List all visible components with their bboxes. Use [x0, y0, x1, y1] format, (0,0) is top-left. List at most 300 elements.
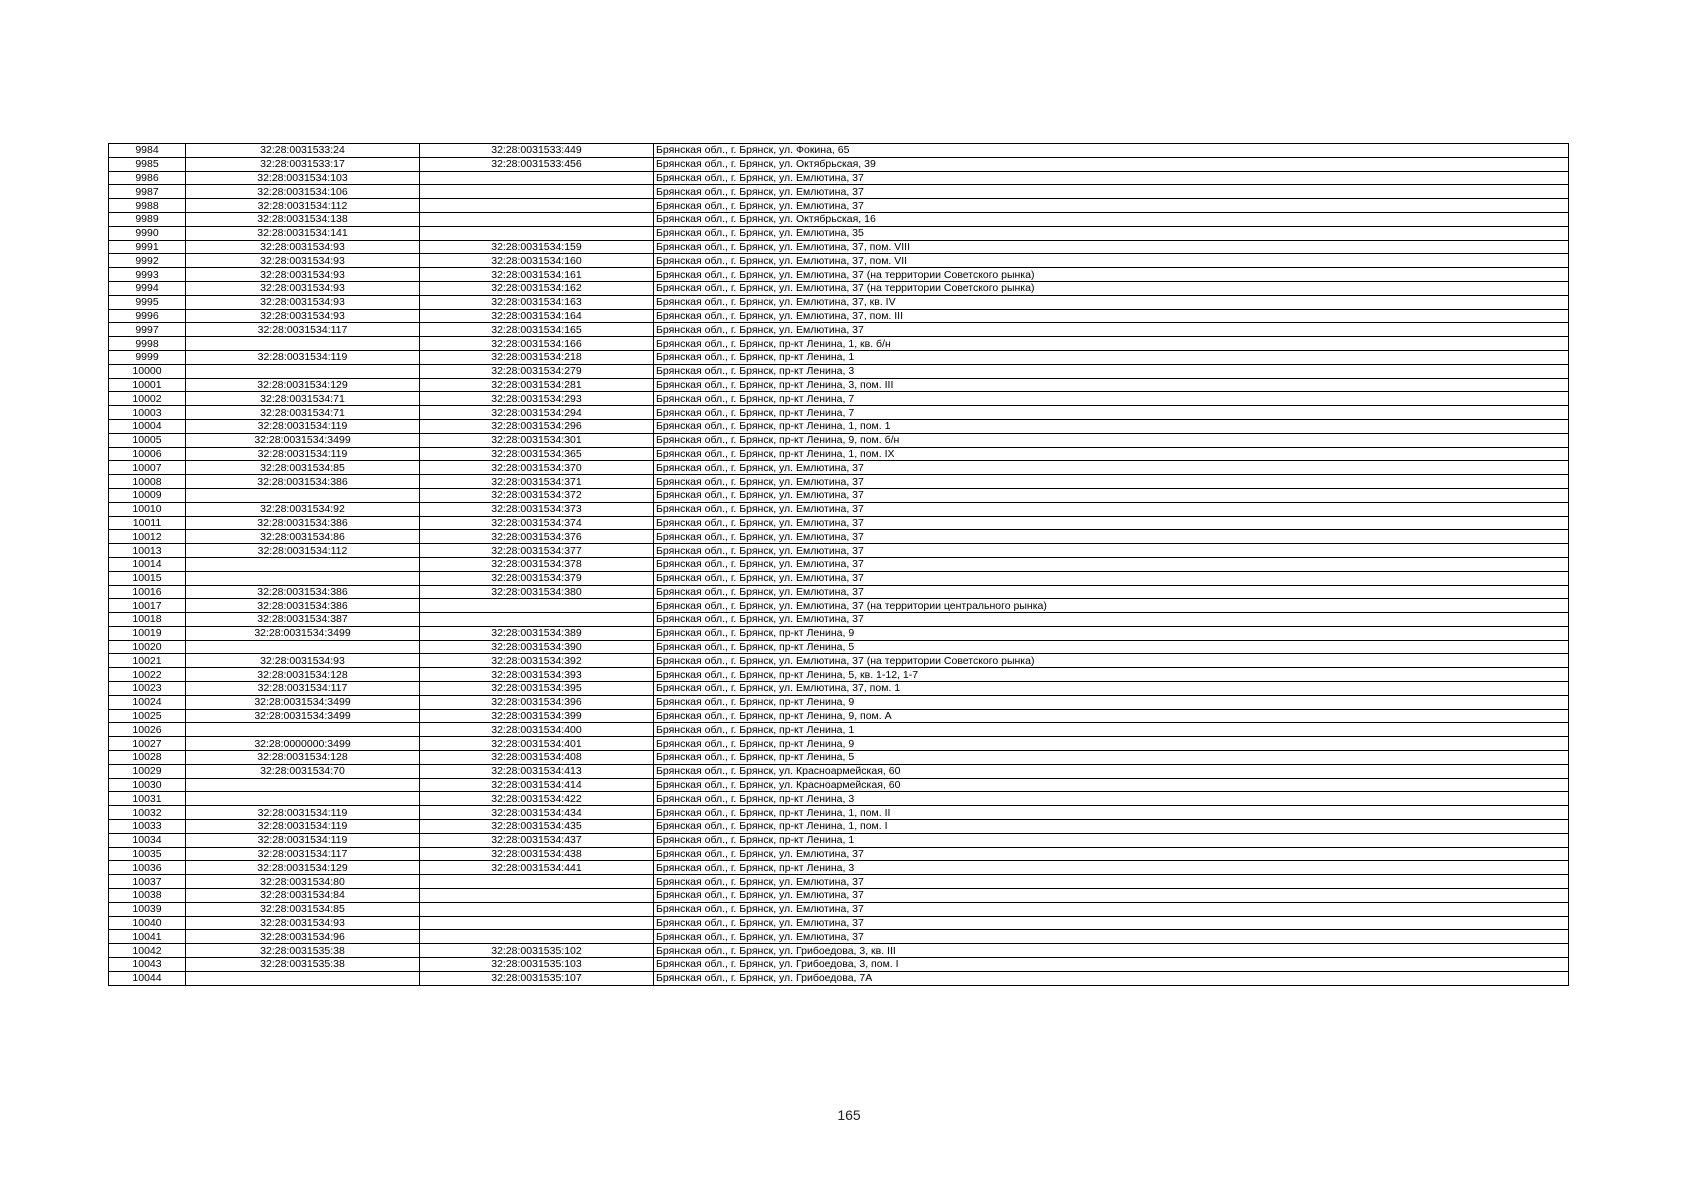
address-cell: Брянская обл., г. Брянск, ул. Емлютина, 37: [654, 847, 1569, 861]
address-cell: Брянская обл., г. Брянск, ул. Красноармейская, 60: [654, 778, 1569, 792]
address-cell: Брянская обл., г. Брянск, пр-кт Ленина, 3, пом. III: [654, 378, 1569, 392]
parent-cadastral-cell: 32:28:0031534:119: [186, 350, 420, 364]
table-row: [109, 806, 1569, 820]
cadastral-number-cell: 32:28:0031534:294: [420, 406, 654, 420]
row-number-cell: 9994: [109, 281, 186, 295]
table-row: [109, 751, 1569, 765]
row-number-cell: 10003: [109, 406, 186, 420]
row-number-cell: 9990: [109, 226, 186, 240]
table-row: [109, 723, 1569, 737]
table-row: [109, 516, 1569, 530]
parent-cadastral-cell: 32:28:0031534:85: [186, 902, 420, 916]
parent-cadastral-cell: 32:28:0031534:93: [186, 281, 420, 295]
cadastral-number-cell: 32:28:0031534:159: [420, 240, 654, 254]
parent-cadastral-cell: 32:28:0031534:119: [186, 419, 420, 433]
cadastral-number-cell: [420, 599, 654, 613]
address-cell: Брянская обл., г. Брянск, ул. Емлютина, 37: [654, 889, 1569, 903]
parent-cadastral-cell: 32:28:0031534:112: [186, 544, 420, 558]
row-number-cell: 10036: [109, 861, 186, 875]
table-row: [109, 585, 1569, 599]
table-row: [109, 599, 1569, 613]
row-number-cell: 10038: [109, 889, 186, 903]
cadastral-number-cell: 32:28:0031534:400: [420, 723, 654, 737]
address-cell: Брянская обл., г. Брянск, ул. Емлютина, 37: [654, 516, 1569, 530]
parent-cadastral-cell: 32:28:0031534:71: [186, 406, 420, 420]
parent-cadastral-cell: 32:28:0031534:3499: [186, 626, 420, 640]
row-number-cell: 10015: [109, 571, 186, 585]
row-number-cell: 9998: [109, 337, 186, 351]
row-number-cell: 9995: [109, 295, 186, 309]
address-cell: Брянская обл., г. Брянск, ул. Емлютина, 37: [654, 571, 1569, 585]
cadastral-number-cell: 32:28:0031534:376: [420, 530, 654, 544]
parent-cadastral-cell: 32:28:0031534:129: [186, 861, 420, 875]
table-row: [109, 695, 1569, 709]
parent-cadastral-cell: [186, 337, 420, 351]
cadastral-number-cell: 32:28:0031534:441: [420, 861, 654, 875]
row-number-cell: 10019: [109, 626, 186, 640]
table-row: [109, 323, 1569, 337]
table-row: [109, 406, 1569, 420]
row-number-cell: 9987: [109, 185, 186, 199]
row-number-cell: 9999: [109, 350, 186, 364]
table-row: [109, 709, 1569, 723]
table-row: [109, 820, 1569, 834]
cadastral-number-cell: 32:28:0031534:281: [420, 378, 654, 392]
table-row: [109, 419, 1569, 433]
cadastral-number-cell: 32:28:0031533:449: [420, 144, 654, 158]
parent-cadastral-cell: 32:28:0031534:3499: [186, 709, 420, 723]
parent-cadastral-cell: 32:28:0031534:386: [186, 516, 420, 530]
cadastral-number-cell: 32:28:0031534:408: [420, 751, 654, 765]
row-number-cell: 10041: [109, 930, 186, 944]
parent-cadastral-cell: 32:28:0031534:71: [186, 392, 420, 406]
parent-cadastral-cell: 32:28:0031534:119: [186, 820, 420, 834]
table-row: [109, 185, 1569, 199]
table-row: [109, 281, 1569, 295]
row-number-cell: 10025: [109, 709, 186, 723]
cadastral-number-cell: 32:28:0031534:163: [420, 295, 654, 309]
cadastral-number-cell: [420, 930, 654, 944]
address-cell: Брянская обл., г. Брянск, ул. Емлютина, 37: [654, 530, 1569, 544]
row-number-cell: 9989: [109, 212, 186, 226]
row-number-cell: 10006: [109, 447, 186, 461]
table-row: [109, 571, 1569, 585]
address-cell: Брянская обл., г. Брянск, ул. Емлютина, 35: [654, 226, 1569, 240]
row-number-cell: 10012: [109, 530, 186, 544]
parent-cadastral-cell: 32:28:0031534:86: [186, 530, 420, 544]
table-row: [109, 268, 1569, 282]
parent-cadastral-cell: 32:28:0031534:117: [186, 847, 420, 861]
row-number-cell: 10011: [109, 516, 186, 530]
parent-cadastral-cell: 32:28:0031534:85: [186, 461, 420, 475]
address-cell: Брянская обл., г. Брянск, ул. Емлютина, 37: [654, 488, 1569, 502]
parent-cadastral-cell: 32:28:0031534:386: [186, 599, 420, 613]
cadastral-number-cell: 32:28:0031534:374: [420, 516, 654, 530]
row-number-cell: 9986: [109, 171, 186, 185]
address-cell: Брянская обл., г. Брянск, ул. Емлютина, 37: [654, 185, 1569, 199]
address-cell: Брянская обл., г. Брянск, ул. Емлютина, 37, пом. 1: [654, 682, 1569, 696]
address-cell: Брянская обл., г. Брянск, ул. Емлютина, 37 (на территории Советского рынка): [654, 281, 1569, 295]
row-number-cell: 9984: [109, 144, 186, 158]
parent-cadastral-cell: 32:28:0031534:103: [186, 171, 420, 185]
address-cell: Брянская обл., г. Брянск, ул. Емлютина, 37: [654, 544, 1569, 558]
table-row: [109, 530, 1569, 544]
parent-cadastral-cell: 32:28:0031534:70: [186, 764, 420, 778]
row-number-cell: 10022: [109, 668, 186, 682]
cadastral-number-cell: 32:28:0031533:456: [420, 157, 654, 171]
address-cell: Брянская обл., г. Брянск, ул. Емлютина, 37: [654, 613, 1569, 627]
parent-cadastral-cell: 32:28:0031534:138: [186, 212, 420, 226]
address-cell: Брянская обл., г. Брянск, пр-кт Ленина, 9: [654, 737, 1569, 751]
row-number-cell: 10029: [109, 764, 186, 778]
table-row: [109, 833, 1569, 847]
cadastral-number-cell: 32:28:0031534:365: [420, 447, 654, 461]
address-cell: Брянская обл., г. Брянск, пр-кт Ленина, 3: [654, 792, 1569, 806]
address-cell: Брянская обл., г. Брянск, пр-кт Ленина, 1, пом. 1: [654, 419, 1569, 433]
table-row: [109, 792, 1569, 806]
row-number-cell: 10028: [109, 751, 186, 765]
cadastral-number-cell: 32:28:0031534:377: [420, 544, 654, 558]
parent-cadastral-cell: 32:28:0000000:3499: [186, 737, 420, 751]
table-row: [109, 337, 1569, 351]
address-cell: Брянская обл., г. Брянск, пр-кт Ленина, 9, пом. А: [654, 709, 1569, 723]
parent-cadastral-cell: [186, 571, 420, 585]
row-number-cell: 10002: [109, 392, 186, 406]
cadastral-number-cell: 32:28:0031534:165: [420, 323, 654, 337]
parent-cadastral-cell: 32:28:0031534:93: [186, 309, 420, 323]
address-cell: Брянская обл., г. Брянск, пр-кт Ленина, 5: [654, 751, 1569, 765]
row-number-cell: 10021: [109, 654, 186, 668]
row-number-cell: 10005: [109, 433, 186, 447]
parent-cadastral-cell: [186, 792, 420, 806]
address-cell: Брянская обл., г. Брянск, ул. Емлютина, 37: [654, 199, 1569, 213]
parent-cadastral-cell: 32:28:0031534:106: [186, 185, 420, 199]
cadastral-number-cell: [420, 613, 654, 627]
parent-cadastral-cell: 32:28:0031534:112: [186, 199, 420, 213]
table-row: [109, 958, 1569, 972]
row-number-cell: 9996: [109, 309, 186, 323]
parent-cadastral-cell: 32:28:0031534:93: [186, 295, 420, 309]
cadastral-number-cell: [420, 902, 654, 916]
table-row: [109, 889, 1569, 903]
address-cell: Брянская обл., г. Брянск, ул. Емлютина, 37: [654, 557, 1569, 571]
table-row: [109, 861, 1569, 875]
cadastral-number-cell: 32:28:0031534:218: [420, 350, 654, 364]
cadastral-number-cell: 32:28:0031534:392: [420, 654, 654, 668]
row-number-cell: 9985: [109, 157, 186, 171]
address-cell: Брянская обл., г. Брянск, ул. Емлютина, 37: [654, 461, 1569, 475]
address-cell: Брянская обл., г. Брянск, пр-кт Ленина, 3: [654, 861, 1569, 875]
table-row: [109, 847, 1569, 861]
cadastral-number-cell: 32:28:0031534:161: [420, 268, 654, 282]
cadastral-number-cell: 32:28:0031534:296: [420, 419, 654, 433]
cadastral-number-cell: 32:28:0031534:437: [420, 833, 654, 847]
row-number-cell: 10014: [109, 557, 186, 571]
parent-cadastral-cell: 32:28:0031534:3499: [186, 695, 420, 709]
address-cell: Брянская обл., г. Брянск, пр-кт Ленина, 7: [654, 392, 1569, 406]
cadastral-number-cell: [420, 916, 654, 930]
parent-cadastral-cell: 32:28:0031534:93: [186, 268, 420, 282]
table-row: [109, 944, 1569, 958]
cadastral-number-cell: 32:28:0031534:279: [420, 364, 654, 378]
table-row: [109, 295, 1569, 309]
cadastral-number-cell: 32:28:0031534:389: [420, 626, 654, 640]
row-number-cell: 10007: [109, 461, 186, 475]
address-cell: Брянская обл., г. Брянск, пр-кт Ленина, 1, кв. б/н: [654, 337, 1569, 351]
address-cell: Брянская обл., г. Брянск, ул. Емлютина, 37, пом. VII: [654, 254, 1569, 268]
address-cell: Брянская обл., г. Брянск, ул. Фокина, 65: [654, 144, 1569, 158]
row-number-cell: 9993: [109, 268, 186, 282]
address-cell: Брянская обл., г. Брянск, ул. Грибоедова, 3, кв. III: [654, 944, 1569, 958]
parent-cadastral-cell: 32:28:0031534:387: [186, 613, 420, 627]
address-cell: Брянская обл., г. Брянск, ул. Емлютина, 37, пом. VIII: [654, 240, 1569, 254]
row-number-cell: 10024: [109, 695, 186, 709]
table-row: [109, 447, 1569, 461]
address-cell: Брянская обл., г. Брянск, пр-кт Ленина, 5, кв. 1-12, 1-7: [654, 668, 1569, 682]
parent-cadastral-cell: 32:28:0031534:129: [186, 378, 420, 392]
row-number-cell: 10008: [109, 475, 186, 489]
cadastral-number-cell: 32:28:0031534:399: [420, 709, 654, 723]
row-number-cell: 10020: [109, 640, 186, 654]
table-row: [109, 226, 1569, 240]
table-row: [109, 240, 1569, 254]
row-number-cell: 9991: [109, 240, 186, 254]
cadastral-number-cell: 32:28:0031534:435: [420, 820, 654, 834]
cadastral-number-cell: [420, 171, 654, 185]
table-row: [109, 350, 1569, 364]
cadastral-number-cell: 32:28:0031534:393: [420, 668, 654, 682]
cadastral-number-cell: 32:28:0031535:102: [420, 944, 654, 958]
address-cell: Брянская обл., г. Брянск, пр-кт Ленина, 3: [654, 364, 1569, 378]
parent-cadastral-cell: 32:28:0031534:119: [186, 833, 420, 847]
cadastral-number-cell: 32:28:0031534:293: [420, 392, 654, 406]
row-number-cell: 10039: [109, 902, 186, 916]
table-row: [109, 488, 1569, 502]
address-cell: Брянская обл., г. Брянск, пр-кт Ленина, 1, пом. I: [654, 820, 1569, 834]
table-row: [109, 930, 1569, 944]
row-number-cell: 10001: [109, 378, 186, 392]
table-row: [109, 199, 1569, 213]
address-cell: Брянская обл., г. Брянск, ул. Емлютина, 37: [654, 171, 1569, 185]
row-number-cell: 9997: [109, 323, 186, 337]
cadastral-number-cell: 32:28:0031534:166: [420, 337, 654, 351]
row-number-cell: 9988: [109, 199, 186, 213]
cadastral-number-cell: [420, 212, 654, 226]
cadastral-number-cell: 32:28:0031534:301: [420, 433, 654, 447]
address-cell: Брянская обл., г. Брянск, ул. Емлютина, 37 (на территории Советского рынка): [654, 268, 1569, 282]
table-row: [109, 902, 1569, 916]
row-number-cell: 10044: [109, 971, 186, 985]
address-cell: Брянская обл., г. Брянск, ул. Емлютина, 37: [654, 323, 1569, 337]
parent-cadastral-cell: 32:28:0031535:38: [186, 944, 420, 958]
row-number-cell: 10027: [109, 737, 186, 751]
row-number-cell: 10010: [109, 502, 186, 516]
address-cell: Брянская обл., г. Брянск, ул. Грибоедова, 7А: [654, 971, 1569, 985]
property-table-body: [109, 144, 1569, 986]
parent-cadastral-cell: 32:28:0031534:128: [186, 751, 420, 765]
parent-cadastral-cell: 32:28:0031534:80: [186, 875, 420, 889]
parent-cadastral-cell: [186, 778, 420, 792]
parent-cadastral-cell: 32:28:0031534:141: [186, 226, 420, 240]
table-row: [109, 875, 1569, 889]
cadastral-number-cell: 32:28:0031534:413: [420, 764, 654, 778]
cadastral-number-cell: 32:28:0031534:160: [420, 254, 654, 268]
row-number-cell: 10030: [109, 778, 186, 792]
cadastral-number-cell: 32:28:0031534:380: [420, 585, 654, 599]
cadastral-number-cell: 32:28:0031534:438: [420, 847, 654, 861]
parent-cadastral-cell: 32:28:0031533:17: [186, 157, 420, 171]
parent-cadastral-cell: 32:28:0031534:117: [186, 323, 420, 337]
row-number-cell: 10033: [109, 820, 186, 834]
cadastral-number-cell: 32:28:0031534:401: [420, 737, 654, 751]
row-number-cell: 10000: [109, 364, 186, 378]
address-cell: Брянская обл., г. Брянск, пр-кт Ленина, 1: [654, 833, 1569, 847]
address-cell: Брянская обл., г. Брянск, пр-кт Ленина, 7: [654, 406, 1569, 420]
address-cell: Брянская обл., г. Брянск, пр-кт Ленина, 1, пом. IX: [654, 447, 1569, 461]
cadastral-number-cell: 32:28:0031534:373: [420, 502, 654, 516]
parent-cadastral-cell: 32:28:0031534:93: [186, 916, 420, 930]
parent-cadastral-cell: 32:28:0031534:117: [186, 682, 420, 696]
table-row: [109, 144, 1569, 158]
table-row: [109, 309, 1569, 323]
row-number-cell: 10040: [109, 916, 186, 930]
parent-cadastral-cell: 32:28:0031534:93: [186, 654, 420, 668]
parent-cadastral-cell: [186, 971, 420, 985]
row-number-cell: 10031: [109, 792, 186, 806]
cadastral-number-cell: 32:28:0031534:378: [420, 557, 654, 571]
address-cell: Брянская обл., г. Брянск, ул. Октябрьская, 16: [654, 212, 1569, 226]
table-row: [109, 254, 1569, 268]
parent-cadastral-cell: 32:28:0031534:93: [186, 240, 420, 254]
row-number-cell: 10009: [109, 488, 186, 502]
cadastral-number-cell: 32:28:0031534:370: [420, 461, 654, 475]
table-row: [109, 557, 1569, 571]
table-row: [109, 971, 1569, 985]
table-row: [109, 682, 1569, 696]
parent-cadastral-cell: 32:28:0031533:24: [186, 144, 420, 158]
cadastral-number-cell: 32:28:0031534:396: [420, 695, 654, 709]
address-cell: Брянская обл., г. Брянск, пр-кт Ленина, 1: [654, 723, 1569, 737]
row-number-cell: 10043: [109, 958, 186, 972]
parent-cadastral-cell: 32:28:0031534:3499: [186, 433, 420, 447]
parent-cadastral-cell: 32:28:0031534:84: [186, 889, 420, 903]
parent-cadastral-cell: [186, 723, 420, 737]
parent-cadastral-cell: [186, 364, 420, 378]
cadastral-number-cell: [420, 889, 654, 903]
row-number-cell: 10016: [109, 585, 186, 599]
table-row: [109, 626, 1569, 640]
parent-cadastral-cell: 32:28:0031534:96: [186, 930, 420, 944]
table-row: [109, 737, 1569, 751]
address-cell: Брянская обл., г. Брянск, пр-кт Ленина, 1, пом. II: [654, 806, 1569, 820]
cadastral-number-cell: 32:28:0031534:371: [420, 475, 654, 489]
parent-cadastral-cell: [186, 488, 420, 502]
table-row: [109, 654, 1569, 668]
table-row: [109, 171, 1569, 185]
row-number-cell: 10037: [109, 875, 186, 889]
row-number-cell: 10032: [109, 806, 186, 820]
cadastral-number-cell: 32:28:0031535:107: [420, 971, 654, 985]
cadastral-number-cell: [420, 226, 654, 240]
row-number-cell: 10004: [109, 419, 186, 433]
property-table: [108, 143, 1569, 986]
address-cell: Брянская обл., г. Брянск, пр-кт Ленина, 9: [654, 626, 1569, 640]
address-cell: Брянская обл., г. Брянск, ул. Емлютина, 37: [654, 502, 1569, 516]
address-cell: Брянская обл., г. Брянск, пр-кт Ленина, 9, пом. б/н: [654, 433, 1569, 447]
table-row: [109, 364, 1569, 378]
address-cell: Брянская обл., г. Брянск, ул. Емлютина, 37: [654, 930, 1569, 944]
parent-cadastral-cell: 32:28:0031534:119: [186, 447, 420, 461]
row-number-cell: 10018: [109, 613, 186, 627]
address-cell: Брянская обл., г. Брянск, пр-кт Ленина, 5: [654, 640, 1569, 654]
table-row: [109, 764, 1569, 778]
cadastral-number-cell: 32:28:0031534:162: [420, 281, 654, 295]
table-row: [109, 475, 1569, 489]
table-row: [109, 157, 1569, 171]
table-row: [109, 778, 1569, 792]
row-number-cell: 9992: [109, 254, 186, 268]
cadastral-number-cell: 32:28:0031534:390: [420, 640, 654, 654]
table-row: [109, 668, 1569, 682]
parent-cadastral-cell: 32:28:0031534:128: [186, 668, 420, 682]
address-cell: Брянская обл., г. Брянск, ул. Емлютина, 37: [654, 902, 1569, 916]
table-row: [109, 916, 1569, 930]
parent-cadastral-cell: 32:28:0031534:93: [186, 254, 420, 268]
cadastral-number-cell: 32:28:0031534:379: [420, 571, 654, 585]
cadastral-number-cell: 32:28:0031534:164: [420, 309, 654, 323]
row-number-cell: 10013: [109, 544, 186, 558]
table-row: [109, 613, 1569, 627]
table-row: [109, 544, 1569, 558]
table-row: [109, 392, 1569, 406]
table-row: [109, 640, 1569, 654]
row-number-cell: 10017: [109, 599, 186, 613]
parent-cadastral-cell: 32:28:0031534:386: [186, 475, 420, 489]
address-cell: Брянская обл., г. Брянск, ул. Красноармейская, 60: [654, 764, 1569, 778]
row-number-cell: 10034: [109, 833, 186, 847]
table-row: [109, 433, 1569, 447]
address-cell: Брянская обл., г. Брянск, ул. Емлютина, 37: [654, 475, 1569, 489]
address-cell: Брянская обл., г. Брянск, ул. Емлютина, 37, кв. IV: [654, 295, 1569, 309]
table-row: [109, 378, 1569, 392]
cadastral-number-cell: 32:28:0031534:422: [420, 792, 654, 806]
page-number: 165: [837, 1107, 861, 1123]
parent-cadastral-cell: 32:28:0031535:38: [186, 958, 420, 972]
cadastral-number-cell: 32:28:0031534:395: [420, 682, 654, 696]
row-number-cell: 10023: [109, 682, 186, 696]
address-cell: Брянская обл., г. Брянск, ул. Грибоедова, 3, пом. I: [654, 958, 1569, 972]
table-row: [109, 461, 1569, 475]
address-cell: Брянская обл., г. Брянск, ул. Емлютина, 37: [654, 875, 1569, 889]
parent-cadastral-cell: 32:28:0031534:119: [186, 806, 420, 820]
address-cell: Брянская обл., г. Брянск, ул. Емлютина, 37: [654, 916, 1569, 930]
address-cell: Брянская обл., г. Брянск, ул. Емлютина, 37: [654, 585, 1569, 599]
address-cell: Брянская обл., г. Брянск, ул. Емлютина, 37, пом. III: [654, 309, 1569, 323]
cadastral-number-cell: 32:28:0031535:103: [420, 958, 654, 972]
parent-cadastral-cell: [186, 557, 420, 571]
row-number-cell: 10042: [109, 944, 186, 958]
address-cell: Брянская обл., г. Брянск, ул. Октябрьская, 39: [654, 157, 1569, 171]
parent-cadastral-cell: 32:28:0031534:92: [186, 502, 420, 516]
table-row: [109, 502, 1569, 516]
address-cell: Брянская обл., г. Брянск, пр-кт Ленина, 9: [654, 695, 1569, 709]
row-number-cell: 10035: [109, 847, 186, 861]
cadastral-number-cell: 32:28:0031534:372: [420, 488, 654, 502]
address-cell: Брянская обл., г. Брянск, пр-кт Ленина, 1: [654, 350, 1569, 364]
address-cell: Брянская обл., г. Брянск, ул. Емлютина, 37 (на территории Советского рынка): [654, 654, 1569, 668]
cadastral-number-cell: [420, 185, 654, 199]
cadastral-number-cell: [420, 199, 654, 213]
